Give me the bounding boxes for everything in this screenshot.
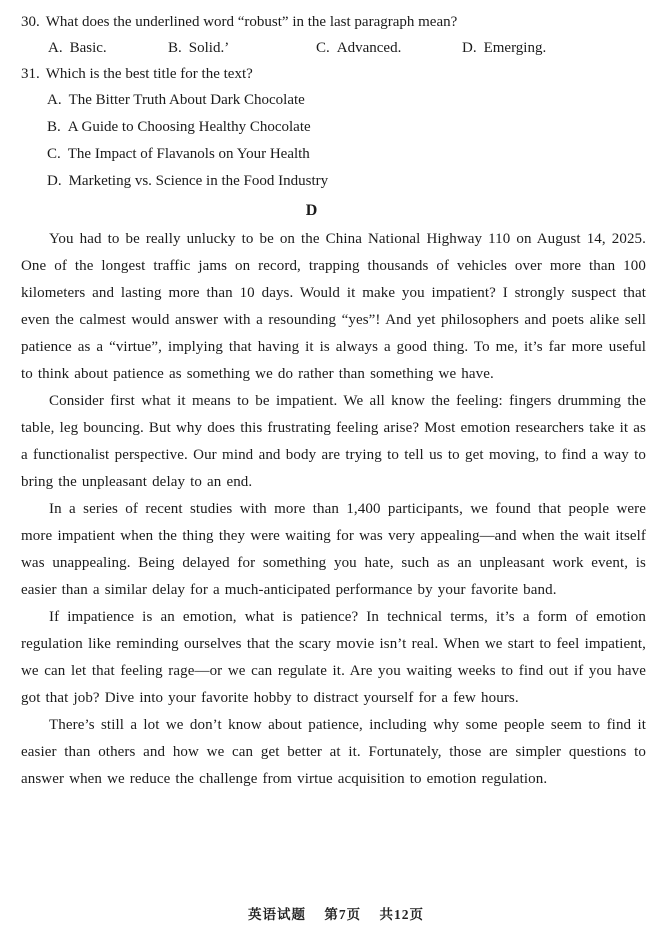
- option-b: [168, 35, 316, 61]
- option-label: B.: [47, 119, 61, 135]
- question-30: [21, 9, 646, 61]
- option-a: [47, 87, 646, 114]
- option-c: [316, 35, 462, 61]
- passage-paragraph: There’s still a lot we don’t know about patience, including why some people seem to find it easier than others and how we can get better at it. Fortunately, those are simpler questions to answer when we reduce the challenge from virtue acquisition to emotion regulation.: [21, 717, 646, 787]
- option-label: A.: [48, 40, 63, 56]
- passage-paragraph: You had to be really unlucky to be on the China National Highway 110 on August 14, 2025. One of the longest traffic jams on record, trapping thousands of vehicles over more than 100 kilometers and lasting more than 10 days. Would it make you impatient? I strongly suspect that even the calmest would answer with a resounding “yes”! And yet philosophers and poets alike sell patience as a “virtue”, implying that having it is always a good thing. To me, it’s far more useful to think about patience as something we do rather than something we have.: [21, 231, 646, 382]
- passage-paragraph: In a series of recent studies with more than 1,400 participants, we found that people were more impatient when the thing they were waiting for was very appealing—and when the wait itself was unappealing. Being delayed for something you hate, such as an unpleasant work event, is easier than a similar delay for a much-anticipated performance by your favorite band.: [21, 501, 646, 598]
- question-31-line: [21, 61, 646, 87]
- question-30-options: [48, 35, 646, 61]
- footer-page-number: 第7页: [324, 907, 362, 922]
- option-text: Emerging.: [483, 40, 547, 56]
- question-text: What does the underlined word “robust” in the last paragraph mean?: [45, 14, 458, 30]
- page-footer: [0, 903, 672, 923]
- question-31-options: [47, 87, 646, 195]
- passage-paragraph: Consider first what it means to be impatient. We all know the feeling: fingers drumming the table, leg bouncing. But why does this frustrating feeling arise? Most emotion researchers take it as a functionalist perspective. Our mind and body are trying to tell us to get moving, to find a way to bring the unpleasant delay to an end.: [21, 393, 646, 490]
- question-31: [21, 61, 646, 195]
- option-text: Solid.’: [188, 40, 230, 56]
- option-text: Marketing vs. Science in the Food Industry: [68, 173, 329, 189]
- option-d: [462, 35, 646, 61]
- option-label: A.: [47, 92, 62, 108]
- option-text: Advanced.: [336, 40, 402, 56]
- footer-doc-title: 英语试题: [248, 907, 306, 922]
- option-a: [48, 35, 168, 61]
- option-text: The Bitter Truth About Dark Chocolate: [68, 92, 305, 108]
- option-label: C.: [316, 40, 330, 56]
- question-text: Which is the best title for the text?: [45, 66, 253, 82]
- passage-paragraph: If impatience is an emotion, what is patience? In technical terms, it’s a form of emotion regulation like reminding ourselves that the scary movie isn’t real. When we start to feel impatient, we can let that feeling rage—or we can regulate it. Are you waiting weeks to find out if you have got that job? Dive into your favorite hobby to distract yourself for a few hours.: [21, 609, 646, 706]
- question-number: 30.: [21, 14, 40, 30]
- option-label: D.: [47, 173, 62, 189]
- passage-body: [21, 226, 646, 793]
- option-label: C.: [47, 146, 61, 162]
- option-label: B.: [168, 40, 182, 56]
- option-d: [47, 168, 646, 195]
- footer-total-pages: 共12页: [379, 907, 424, 922]
- option-label: D.: [462, 40, 477, 56]
- option-c: [47, 141, 646, 168]
- option-text: Basic.: [69, 40, 107, 56]
- option-b: [47, 114, 646, 141]
- question-30-line: [21, 9, 646, 35]
- question-number: 31.: [21, 66, 40, 82]
- option-text: The Impact of Flavanols on Your Health: [67, 146, 310, 162]
- passage-section-heading: D: [305, 202, 318, 219]
- option-text: A Guide to Choosing Healthy Chocolate: [67, 119, 311, 135]
